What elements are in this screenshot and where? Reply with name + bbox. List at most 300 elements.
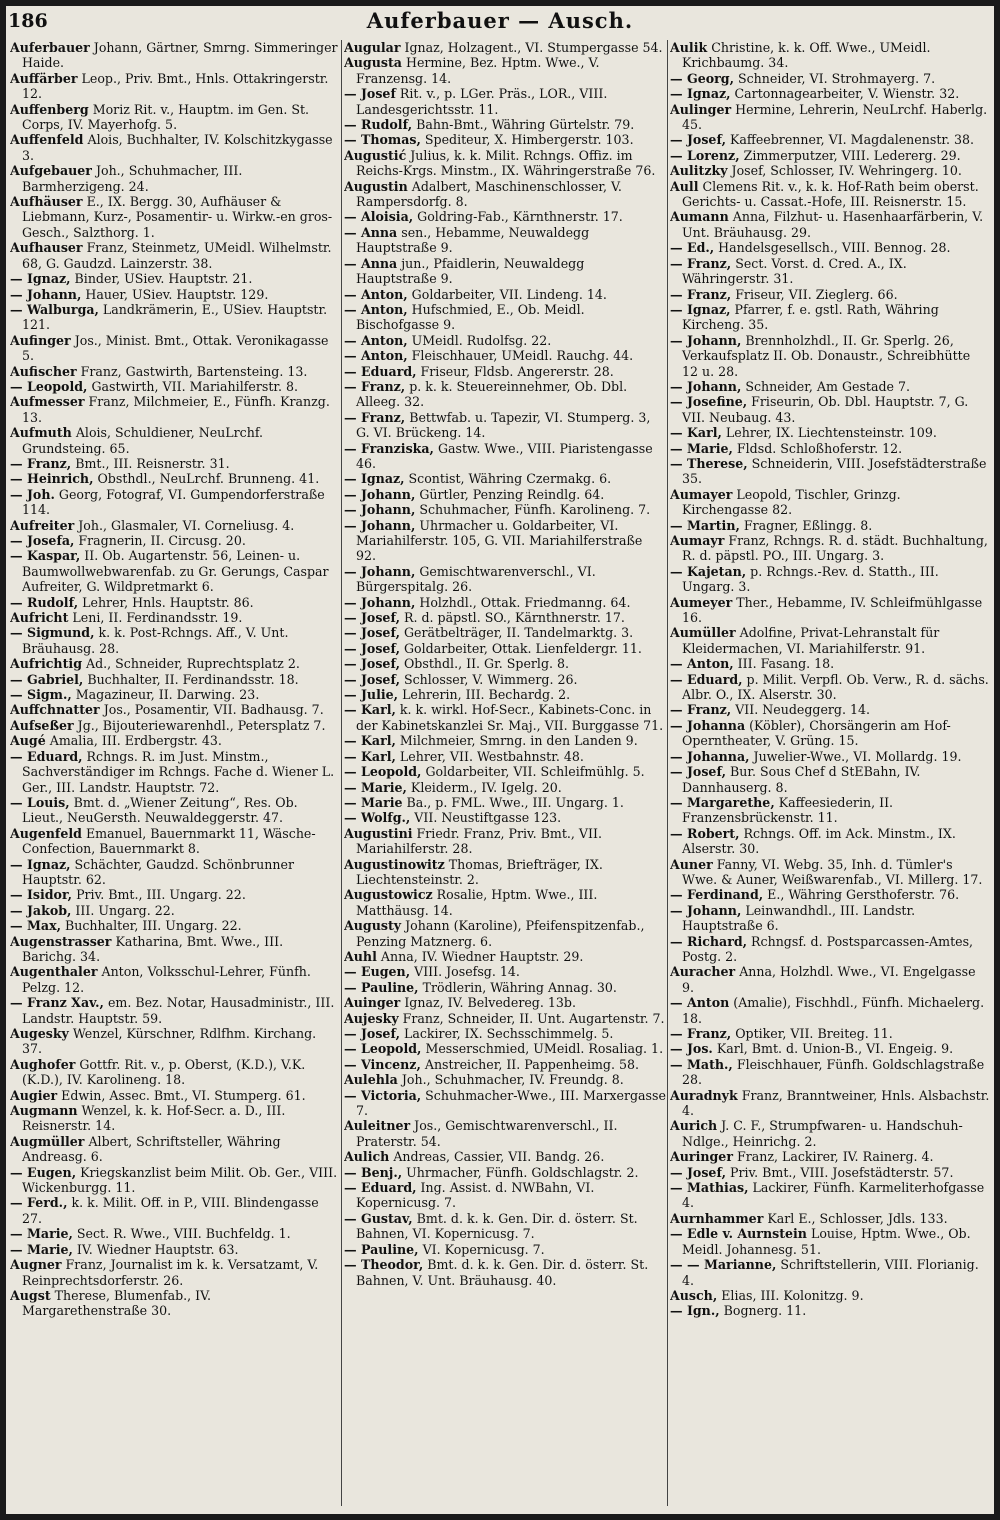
directory-entry — [10, 1226, 340, 1241]
entry-details: Franz, Journalist im k. k. Versatzamt, V. Reinprechtsdorferstr. 26. — [22, 1257, 319, 1288]
entry-name: — Isidor, — [10, 887, 73, 903]
directory-entry — [670, 1057, 990, 1088]
entry-name: — Gustav, — [344, 1210, 413, 1226]
directory-entry — [10, 702, 340, 717]
directory-entry — [670, 795, 990, 826]
entry-name: — Josefine, — [670, 394, 748, 410]
entry-details: Holzhdl., Ottak. Friedmanng. 64. — [415, 594, 631, 610]
directory-entry — [344, 117, 666, 132]
entry-details: Ba., p. FML. Wwe., III. Ungarg. 1. — [402, 794, 624, 810]
entry-name: — Ignaz, — [670, 86, 731, 102]
entry-name: Augusta — [344, 55, 402, 71]
entry-details: Ignaz, IV. Belvedereg. 13b. — [400, 995, 576, 1011]
directory-entry — [670, 333, 990, 379]
entry-name: — Wolfg., — [344, 810, 411, 826]
entry-name: Aujesky — [344, 1010, 399, 1026]
directory-entry — [670, 1165, 990, 1180]
directory-entry — [344, 518, 666, 564]
directory-entry — [670, 964, 990, 995]
directory-entry — [10, 687, 340, 702]
directory-entry — [344, 857, 666, 888]
entry-name: Aumeyer — [670, 594, 733, 610]
directory-entry — [670, 102, 990, 133]
directory-entry — [10, 903, 340, 918]
directory-entry — [344, 1149, 666, 1164]
entry-details: Fleischhauer, UMeidl. Rauchg. 44. — [407, 348, 634, 364]
directory-entry — [344, 487, 666, 502]
page-number: 186 — [8, 10, 48, 32]
directory-entry — [670, 163, 990, 178]
directory-entry — [10, 425, 340, 456]
entry-name: — Josef — [344, 86, 396, 102]
directory-entry — [344, 1011, 666, 1026]
entry-details: Franz, Schneider, II. Unt. Augartenstr. 7. — [398, 1010, 665, 1026]
entry-details: Schuhmacher, Fünfh. Karolineng. 7. — [415, 502, 651, 518]
entry-name: Augenfeld — [10, 825, 82, 841]
entry-name: Aumann — [670, 209, 729, 225]
directory-entry — [670, 287, 990, 302]
entry-details: Zimmerputzer, VIII. Ledererg. 29. — [739, 147, 961, 163]
entry-details: k. k. Post-Rchngs. Aff., V. Unt. Bräuhausg. 28. — [22, 625, 289, 656]
directory-entry — [670, 625, 990, 656]
entry-name: — Johann, — [670, 902, 742, 918]
entry-details: Scontist, Währing Czermakg. 6. — [404, 471, 612, 487]
entry-name: — Joh. — [10, 486, 55, 502]
directory-entry — [344, 733, 666, 748]
directory-entry — [670, 656, 990, 671]
directory-entry — [10, 887, 340, 902]
entry-details: Lehrer, VII. Westbahnstr. 48. — [395, 748, 584, 764]
directory-entry — [10, 394, 340, 425]
directory-entry — [344, 502, 666, 517]
entry-name: — Anna — [344, 224, 398, 240]
directory-entry — [10, 1134, 340, 1165]
entry-details: Moriz Rit. v., Hauptm. im Gen. St. Corps, IV. Mayerhofg. 5. — [22, 101, 310, 133]
entry-details: VII. Neudeggerg. 14. — [731, 702, 871, 718]
directory-entry — [670, 179, 990, 210]
directory-entry — [670, 256, 990, 287]
directory-entry — [10, 672, 340, 687]
entry-name: Auracher — [670, 964, 736, 980]
directory-entry — [670, 71, 990, 86]
entry-details: Franz, Branntweiner, Hnls. Alsbachstr. 4. — [682, 1087, 990, 1119]
entry-name: Aurich — [670, 1118, 718, 1134]
entry-details: Leni, II. Ferdinandsstr. 19. — [68, 610, 243, 626]
entry-name: — Math., — [670, 1056, 733, 1072]
directory-entry — [344, 764, 666, 779]
entry-details: Schuhmacher-Wwe., III. Marxergasse 7. — [356, 1087, 666, 1119]
entry-details: Bmt. d. „Wiener Zeitung“, Res. Ob. Lieut., NeuGersth. Neuwaldeggerstr. 47. — [22, 794, 298, 826]
entry-name: — Franz, — [670, 255, 732, 271]
entry-details: UMeidl. Rudolfsg. 22. — [407, 332, 552, 348]
directory-entry — [670, 1226, 990, 1257]
entry-details: Johann, Gärtner, Smrng. Simmeringer Haide. — [22, 40, 338, 71]
entry-name: — Victoria, — [344, 1087, 422, 1103]
directory-entry — [10, 194, 340, 240]
entry-name: — Josef, — [670, 1164, 726, 1180]
entry-details: Franz, Rchngs. R. d. städt. Buchhaltung, R. d. päpstl. PO., III. Ungarg. 3. — [682, 533, 988, 564]
directory-entry — [670, 1303, 990, 1318]
entry-name: — Josef, — [670, 132, 726, 148]
entry-details: Optiker, VII. Breiteg. 11. — [731, 1026, 893, 1041]
entry-name: — Josef, — [344, 625, 400, 641]
column-3 — [670, 40, 990, 1508]
entry-name: Augenthaler — [10, 964, 98, 980]
entry-details: em. Bez. Notar, Hausadministr., III. Landstr. Hauptstr. 59. — [22, 995, 335, 1026]
entry-name: — Marie, — [344, 779, 407, 795]
entry-name: — Johann, — [344, 594, 416, 610]
entry-details: Georg, Fotograf, VI. Gumpendorferstraße 114. — [22, 486, 325, 518]
entry-details: Schneiderin, VIII. Josefstädterstraße 35. — [682, 455, 987, 487]
entry-name: — Franz, — [344, 378, 406, 394]
directory-entry — [344, 40, 666, 55]
entry-details: Lehrerin, III. Bechardg. 2. — [398, 687, 571, 703]
directory-entry — [10, 610, 340, 625]
entry-name: — Karl, — [344, 748, 396, 764]
directory-entry — [10, 548, 340, 594]
entry-details: R. d. päpstl. SO., Kärnthnerstr. 17. — [399, 610, 625, 626]
directory-entry — [344, 1118, 666, 1149]
entry-name: — Eduard, — [344, 363, 417, 379]
directory-entry — [344, 1072, 666, 1087]
directory-entry — [10, 733, 340, 748]
directory-entry — [344, 256, 666, 287]
directory-entry — [10, 1057, 340, 1088]
entry-name: — Johanna — [670, 717, 746, 733]
entry-name: Augustić — [344, 147, 407, 163]
entry-name: — Franz, — [344, 409, 406, 425]
entry-details: Jg., Bijouteriewarenhdl., Petersplatz 7. — [73, 717, 326, 733]
directory-entry — [670, 132, 990, 147]
entry-name: Aufrichtig — [10, 656, 82, 672]
directory-entry — [10, 964, 340, 995]
entry-name: Auinger — [344, 995, 401, 1011]
entry-name: Auffchnatter — [10, 702, 100, 718]
entry-details: k. k. wirkl. Hof-Secr., Kabinets-Conc. in der Kabinetskanzlei Sr. Maj., VII. Burggasse 71. — [356, 702, 664, 733]
entry-name: — Kaspar, — [10, 548, 81, 564]
entry-details: Alois, Buchhalter, IV. Kolschitzkygasse 3. — [22, 132, 333, 163]
directory-entry — [344, 1180, 666, 1211]
directory-entry — [344, 980, 666, 995]
directory-entry — [344, 302, 666, 333]
directory-entry — [10, 40, 340, 71]
entry-details: Binder, USiev. Hauptstr. 21. — [70, 271, 253, 287]
directory-entry — [344, 1211, 666, 1242]
entry-name: — Gabriel, — [10, 671, 84, 687]
directory-entry — [344, 687, 666, 702]
entry-details: Jos., Posamentir, VII. Badhausg. 7. — [99, 702, 324, 718]
entry-name: Augmann — [10, 1103, 78, 1119]
directory-entry — [670, 1026, 990, 1041]
entry-details: Fldsd. Schloßhoferstr. 12. — [732, 440, 903, 456]
directory-entry — [344, 148, 666, 179]
entry-details: Buchhalter, II. Ferdinandsstr. 18. — [83, 671, 299, 687]
directory-entry — [670, 533, 990, 564]
directory-entry — [10, 826, 340, 857]
directory-entry — [10, 333, 340, 364]
entry-details: Messerschmied, UMeidl. Rosaliag. 1. — [421, 1041, 664, 1057]
directory-entry — [10, 163, 340, 194]
entry-details: Gastwirth, VII. Mariahilferstr. 8. — [87, 378, 299, 394]
entry-details: Pfarrer, f. e. gstl. Rath, Währing Kircheng. 35. — [682, 301, 939, 333]
entry-name: — — Marianne, — [670, 1257, 777, 1273]
entry-name: — Ignaz, — [10, 271, 71, 287]
entry-details: Uhrmacher u. Goldarbeiter, VI. Mariahilferstr. 105, G. VII. Mariahilferstraße 92. — [356, 517, 643, 564]
entry-details: Rosalie, Hptm. Wwe., III. Matthäusg. 14. — [356, 887, 598, 918]
entry-details: IV. Wiedner Hauptstr. 63. — [72, 1241, 239, 1257]
column-divider — [341, 40, 342, 1506]
entry-name: — Pauline, — [344, 1241, 419, 1257]
directory-entry — [10, 656, 340, 671]
entry-details: Lehrer, IX. Liechtensteinstr. 109. — [721, 425, 937, 441]
entry-name: — Johann, — [344, 502, 416, 518]
entry-details: Kriegskanzlist beim Milit. Ob. Ger., VIII. Wickenburgg. 11. — [22, 1164, 338, 1196]
entry-details: Johann (Karoline), Pfeifenspitzenfab., Penzing Matznerg. 6. — [356, 918, 645, 949]
directory-entry — [670, 826, 990, 857]
directory-entry — [344, 1088, 666, 1119]
entry-details: Bmt. d. k. k. Gen. Dir. d. österr. St. Bahnen, V. Unt. Bräuhausg. 40. — [356, 1257, 649, 1288]
directory-entry — [344, 225, 666, 256]
entry-details: Gemischtwarenverschl., VI. Bürgerspitalg. 26. — [356, 563, 596, 595]
directory-entry — [344, 379, 666, 410]
entry-details: Lackirer, Fünfh. Karmeliterhofgasse 4. — [682, 1180, 985, 1211]
entry-details: Obsthdl., II. Gr. Sperlg. 8. — [399, 656, 570, 672]
entry-name: — Ignaz, — [670, 301, 731, 317]
directory-entry — [10, 749, 340, 795]
column-2 — [344, 40, 666, 1508]
directory-entry — [344, 55, 666, 86]
entry-name: — Anna — [344, 255, 398, 271]
entry-name: Augenstrasser — [10, 933, 112, 949]
entry-name: — Margarethe, — [670, 794, 775, 810]
entry-name: — Franz, — [670, 702, 732, 718]
entry-details: Emanuel, Bauernmarkt 11, Wäsche-Confection, Bauernmarkt 8. — [22, 825, 316, 857]
entry-details: III. Fasang. 18. — [733, 656, 835, 672]
page-header — [6, 6, 994, 36]
entry-details: Friseur, Fldsb. Angererstr. 28. — [416, 363, 614, 379]
entry-details: Kaffeesiederin, II. Franzensbrückenstr. 11. — [682, 794, 894, 826]
entry-name: Augst — [10, 1287, 51, 1303]
directory-entry — [670, 394, 990, 425]
entry-name: Aulitzky — [670, 163, 728, 179]
entry-name: — Louis, — [10, 794, 70, 810]
entry-name: — Marie, — [670, 440, 733, 456]
entry-details: Sect. R. Wwe., VIII. Buchfeldg. 1. — [72, 1226, 291, 1242]
entry-details: Goldarbeiter, VII. Lindeng. 14. — [407, 286, 607, 302]
directory-entry — [10, 595, 340, 610]
entry-details: Ignaz, Holzagent., VI. Stumpergasse 54. — [400, 40, 663, 55]
entry-name: — Ferd., — [10, 1195, 68, 1211]
entry-details: Lehrer, Hnls. Hauptstr. 86. — [78, 594, 254, 610]
directory-entry — [10, 918, 340, 933]
directory-entry — [10, 995, 340, 1026]
entry-details: (Amalie), Fischhdl., Fünfh. Michaelerg. 18. — [682, 995, 985, 1026]
entry-name: — Franz, — [670, 1026, 732, 1041]
entry-details: p. k. k. Steuereinnehmer, Ob. Dbl. Alleeg. 32. — [356, 378, 628, 410]
entry-details: Gürtler, Penzing Reindlg. 64. — [415, 486, 605, 502]
entry-details: Joh., Glasmaler, VI. Corneliusg. 4. — [74, 517, 295, 533]
entry-details: Trödlerin, Währing Annag. 30. — [418, 979, 617, 995]
entry-name: — Karl, — [344, 702, 396, 718]
directory-entry — [344, 595, 666, 610]
entry-details: Thomas, Briefträger, IX. Liechtensteinstr. 2. — [356, 856, 603, 887]
directory-entry — [344, 780, 666, 795]
entry-name: — Max, — [10, 918, 61, 934]
entry-details: Milchmeier, Smrng. in den Landen 9. — [395, 733, 638, 749]
column-1 — [10, 40, 340, 1508]
directory-entry — [344, 132, 666, 147]
entry-details: Franz, Milchmeier, E., Fünfh. Kranzg. 13. — [22, 394, 330, 425]
directory-entry — [344, 209, 666, 224]
entry-name: — Georg, — [670, 70, 734, 86]
entry-name: — Johann, — [670, 332, 742, 348]
entry-details: Franz, Gastwirth, Bartensteing. 13. — [76, 363, 308, 379]
entry-name: Aufinger — [10, 332, 71, 348]
entry-name: — Anton, — [344, 332, 408, 348]
entry-details: Julius, k. k. Milit. Rchngs. Offiz. im Reichs-Krgs. Minstm., IX. Währingerstraße 76. — [356, 147, 656, 179]
entry-name: Aufmuth — [10, 425, 72, 441]
entry-name: — Benj., — [344, 1164, 403, 1180]
directory-entry — [10, 1242, 340, 1257]
entry-details: Bettwfab. u. Tapezir, VI. Stumperg. 3, G. VI. Brückeng. 14. — [356, 409, 651, 441]
entry-name: Augustin — [344, 178, 408, 194]
entry-details: Bur. Sous Chef d StEBahn, IV. Dannhauserg. 8. — [682, 764, 921, 795]
entry-name: — Richard, — [670, 933, 748, 949]
directory-entry — [670, 887, 990, 902]
directory-entry — [670, 1088, 990, 1119]
entry-name: — Mathias, — [670, 1180, 749, 1196]
entry-name: — Franziska, — [344, 440, 434, 456]
entry-details: p. Rchngs.-Rev. d. Statth., III. Ungarg. 3. — [682, 563, 939, 595]
entry-details: Fanny, VI. Webg. 35, Inh. d. Tümler's Wwe. & Auner, Weißwarenfab., VI. Millerg. 17. — [682, 856, 983, 887]
running-head: Auferbauer — Ausch. — [366, 8, 634, 33]
directory-entry — [670, 487, 990, 518]
entry-details: Schriftstellerin, VIII. Florianig. 4. — [682, 1257, 979, 1288]
entry-details: sen., Hebamme, Neuwaldegg Hauptstraße 9. — [356, 224, 590, 256]
directory-entry — [670, 702, 990, 717]
entry-name: — Theodor, — [344, 1257, 424, 1273]
entry-name: Augesky — [10, 1026, 69, 1041]
entry-name: — Josefa, — [10, 533, 75, 548]
entry-name: Aulik — [670, 40, 708, 55]
directory-entry — [344, 410, 666, 441]
entry-name: Augier — [10, 1087, 58, 1103]
entry-details: Gerätbelträger, II. Tandelmarktg. 3. — [399, 625, 634, 641]
entry-name: Augé — [10, 733, 46, 749]
directory-entry — [670, 456, 990, 487]
entry-details: Adalbert, Maschinenschlosser, V. Rampersdorfg. 8. — [356, 178, 622, 210]
entry-details: Leop., Priv. Bmt., Hnls. Ottakringerstr. 12. — [22, 70, 329, 102]
directory-entry — [344, 826, 666, 857]
entry-name: — Thomas, — [344, 132, 421, 148]
directory-entry — [344, 1041, 666, 1056]
entry-details: Fragnerin, II. Circusg. 20. — [74, 533, 246, 548]
entry-name: — Anton — [670, 995, 730, 1011]
entry-name: — Ign., — [670, 1303, 720, 1319]
entry-details: Handelsgesellsch., VIII. Bennog. 28. — [714, 240, 951, 256]
directory-entry — [344, 702, 666, 733]
entry-name: — Franz, — [670, 286, 732, 302]
directory-entry — [344, 86, 666, 117]
directory-entry — [670, 595, 990, 626]
entry-name: Aufhauser — [10, 240, 83, 256]
entry-details: Ing. Assist. d. NWBahn, VI. Kopernicusg. 7. — [356, 1180, 595, 1211]
entry-name: — Vincenz, — [344, 1056, 421, 1072]
entry-name: — Josef, — [344, 656, 400, 672]
directory-entry — [344, 1257, 666, 1288]
entry-details: Goldring-Fab., Kärnthnerstr. 17. — [413, 209, 623, 225]
entry-name: — Franz, — [10, 455, 72, 471]
entry-details: Rchngs. Off. im Ack. Minstm., IX. Alserstr. 30. — [682, 825, 956, 857]
entry-details: Louise, Hptm. Wwe., Ob. Meidl. Johannesg. 51. — [682, 1226, 971, 1257]
entry-name: Aufreiter — [10, 517, 75, 533]
entry-name: Aufischer — [10, 363, 77, 379]
entry-details: Sect. Vorst. d. Cred. A., IX. Währingerstr. 31. — [682, 255, 907, 287]
entry-details: Karl, Bmt. d. Union-B., VI. Engeig. 9. — [712, 1041, 954, 1057]
entry-name: Aulich — [344, 1149, 390, 1165]
entry-name: — Eduard, — [10, 748, 83, 764]
entry-details: E., IX. Bergg. 30, Aufhäuser & Liebmann, Kurz-, Posamentir- u. Wirkw.-en gros-Gesch., Salzthorg. 1. — [22, 194, 333, 240]
directory-entry — [10, 718, 340, 733]
entry-details: Anstreicher, II. Pappenheimg. 58. — [420, 1056, 640, 1072]
entry-details: Priv. Bmt., VIII. Josefstädterstr. 57. — [725, 1164, 954, 1180]
directory-entry — [10, 456, 340, 471]
entry-name: — Johann, — [344, 517, 416, 533]
entry-details: Albert, Schriftsteller, Währing Andreasg. 6. — [22, 1133, 281, 1165]
entry-name: Aumayer — [670, 486, 733, 502]
entry-details: Andreas, Cassier, VII. Bandg. 26. — [389, 1149, 605, 1165]
entry-details: Katharina, Bmt. Wwe., III. Barichg. 34. — [22, 933, 284, 964]
entry-details: VI. Kopernicusg. 7. — [418, 1241, 545, 1257]
entry-name: — Anton, — [670, 656, 734, 672]
directory-entry — [670, 1149, 990, 1164]
entry-name: Aughofer — [10, 1056, 76, 1072]
directory-entry — [344, 471, 666, 486]
entry-name: — Heinrich, — [10, 471, 94, 487]
entry-name: Aufseßer — [10, 717, 74, 733]
directory-entry — [10, 518, 340, 533]
entry-details: Ad., Schneider, Ruprechtsplatz 2. — [82, 656, 300, 672]
directory-entry — [10, 1257, 340, 1288]
entry-details: Schlosser, V. Wimmerg. 26. — [399, 671, 578, 687]
entry-name: Augustini — [344, 825, 413, 841]
entry-name: Aulinger — [670, 101, 732, 117]
entry-name: — Anton, — [344, 286, 408, 302]
entry-details: III. Ungarg. 22. — [71, 902, 175, 918]
entry-name: Augmüller — [10, 1133, 85, 1149]
directory-entry — [344, 564, 666, 595]
directory-entry — [10, 625, 340, 656]
entry-details: Bmt. d. k. k. Gen. Dir. d. österr. St. Bahnen, VI. Kopernicusg. 7. — [356, 1210, 638, 1242]
entry-name: — Robert, — [670, 825, 740, 841]
directory-entry — [10, 240, 340, 271]
entry-name: Ausch, — [670, 1287, 718, 1303]
entry-details: Kleiderm., IV. Igelg. 20. — [406, 779, 562, 795]
directory-entry — [344, 1026, 666, 1041]
directory-entry — [344, 179, 666, 210]
entry-name: Auffenberg — [10, 101, 89, 117]
entry-name: Aufgebauer — [10, 163, 92, 179]
entry-name: — Johann, — [10, 286, 82, 302]
entry-details: Therese, Blumenfab., IV. Margarethenstraße 30. — [22, 1287, 212, 1319]
entry-details: Elias, III. Kolonitzg. 9. — [717, 1287, 864, 1303]
directory-entry — [10, 1195, 340, 1226]
entry-details: VIII. Josefsg. 14. — [410, 964, 520, 980]
directory-entry — [10, 1026, 340, 1057]
entry-details: Anton, Volksschul-Lehrer, Fünfh. Pelzg. 12. — [22, 964, 311, 995]
entry-details: Clemens Rit. v., k. k. Hof-Rath beim oberst. Gerichts- u. Cassat.-Hofe, III. Reisnerstr. 15. — [682, 178, 979, 210]
entry-details: Magazineur, II. Darwing. 23. — [71, 687, 260, 703]
